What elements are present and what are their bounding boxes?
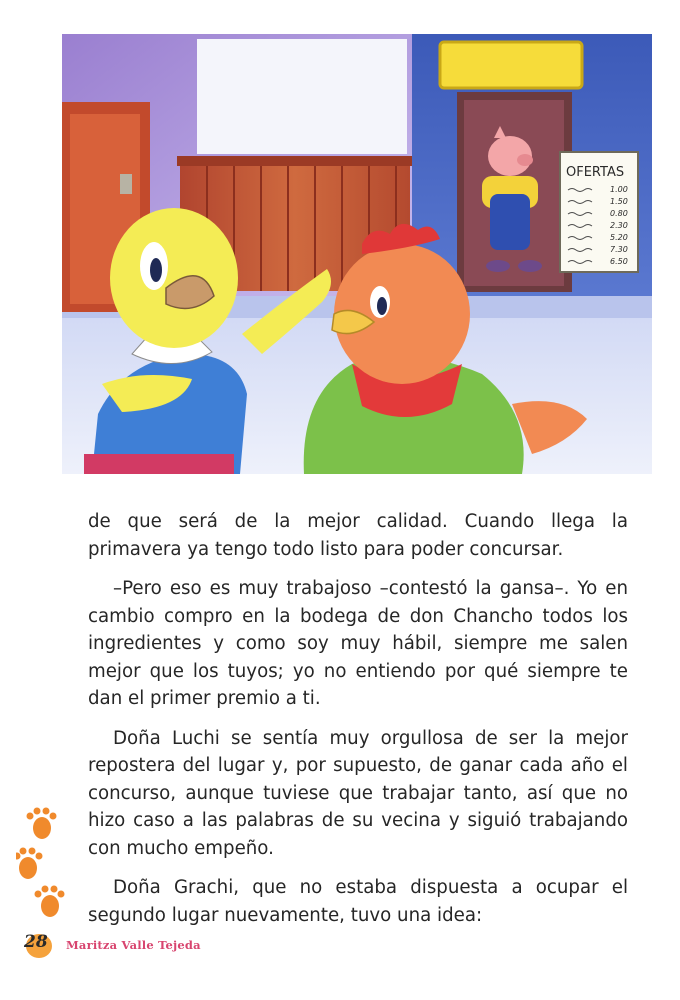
paw-print-icon — [16, 848, 43, 880]
sign-price: 6.50 — [610, 257, 628, 266]
page-number: 28 — [24, 932, 48, 952]
paw-print-icon — [35, 886, 65, 918]
story-illustration — [62, 34, 652, 474]
story-paragraph: de que será de la mejor calidad. Cuando llega la primavera ya tengo todo listo para poder concursar. — [88, 511, 628, 560]
page-footer — [24, 930, 324, 962]
paw-print-icon — [27, 808, 57, 840]
ofertas-sign — [560, 152, 638, 272]
story-paragraph: Doña Grachi, que no estaba dispuesta a ocupar el segundo lugar nuevamente, tuvo una idea: — [88, 877, 628, 926]
sign-price: 2.30 — [610, 221, 628, 230]
sign-title: OFERTAS — [566, 165, 625, 180]
paw-prints-decoration — [16, 806, 76, 926]
story-text — [88, 508, 628, 941]
sign-price: 1.50 — [610, 197, 628, 206]
story-paragraph: –Pero eso es muy trabajoso –contestó la gansa–. Yo en cambio compro en la bodega de don Chancho todos los ingredientes y como soy muy hábil, siempre me salen mejor que los tuyos; yo no entiendo por qué siempre te dan el primer premio a ti. — [88, 578, 628, 709]
sign-price: 0.80 — [610, 209, 628, 218]
author-name: Maritza Valle Tejeda — [66, 938, 201, 952]
sign-price: 7.30 — [610, 245, 628, 254]
sign-price: 1.00 — [610, 185, 628, 194]
story-paragraph: Doña Luchi se sentía muy orgullosa de ser la mejor repostera del lugar y, por supuesto, de ganar cada año el concurso, aunque tuviese que trabajar tanto, así que no hizo caso a las palabras de su vecina y siguió trabajando con mucho empeño. — [88, 727, 628, 859]
sign-price: 5.20 — [610, 233, 628, 242]
